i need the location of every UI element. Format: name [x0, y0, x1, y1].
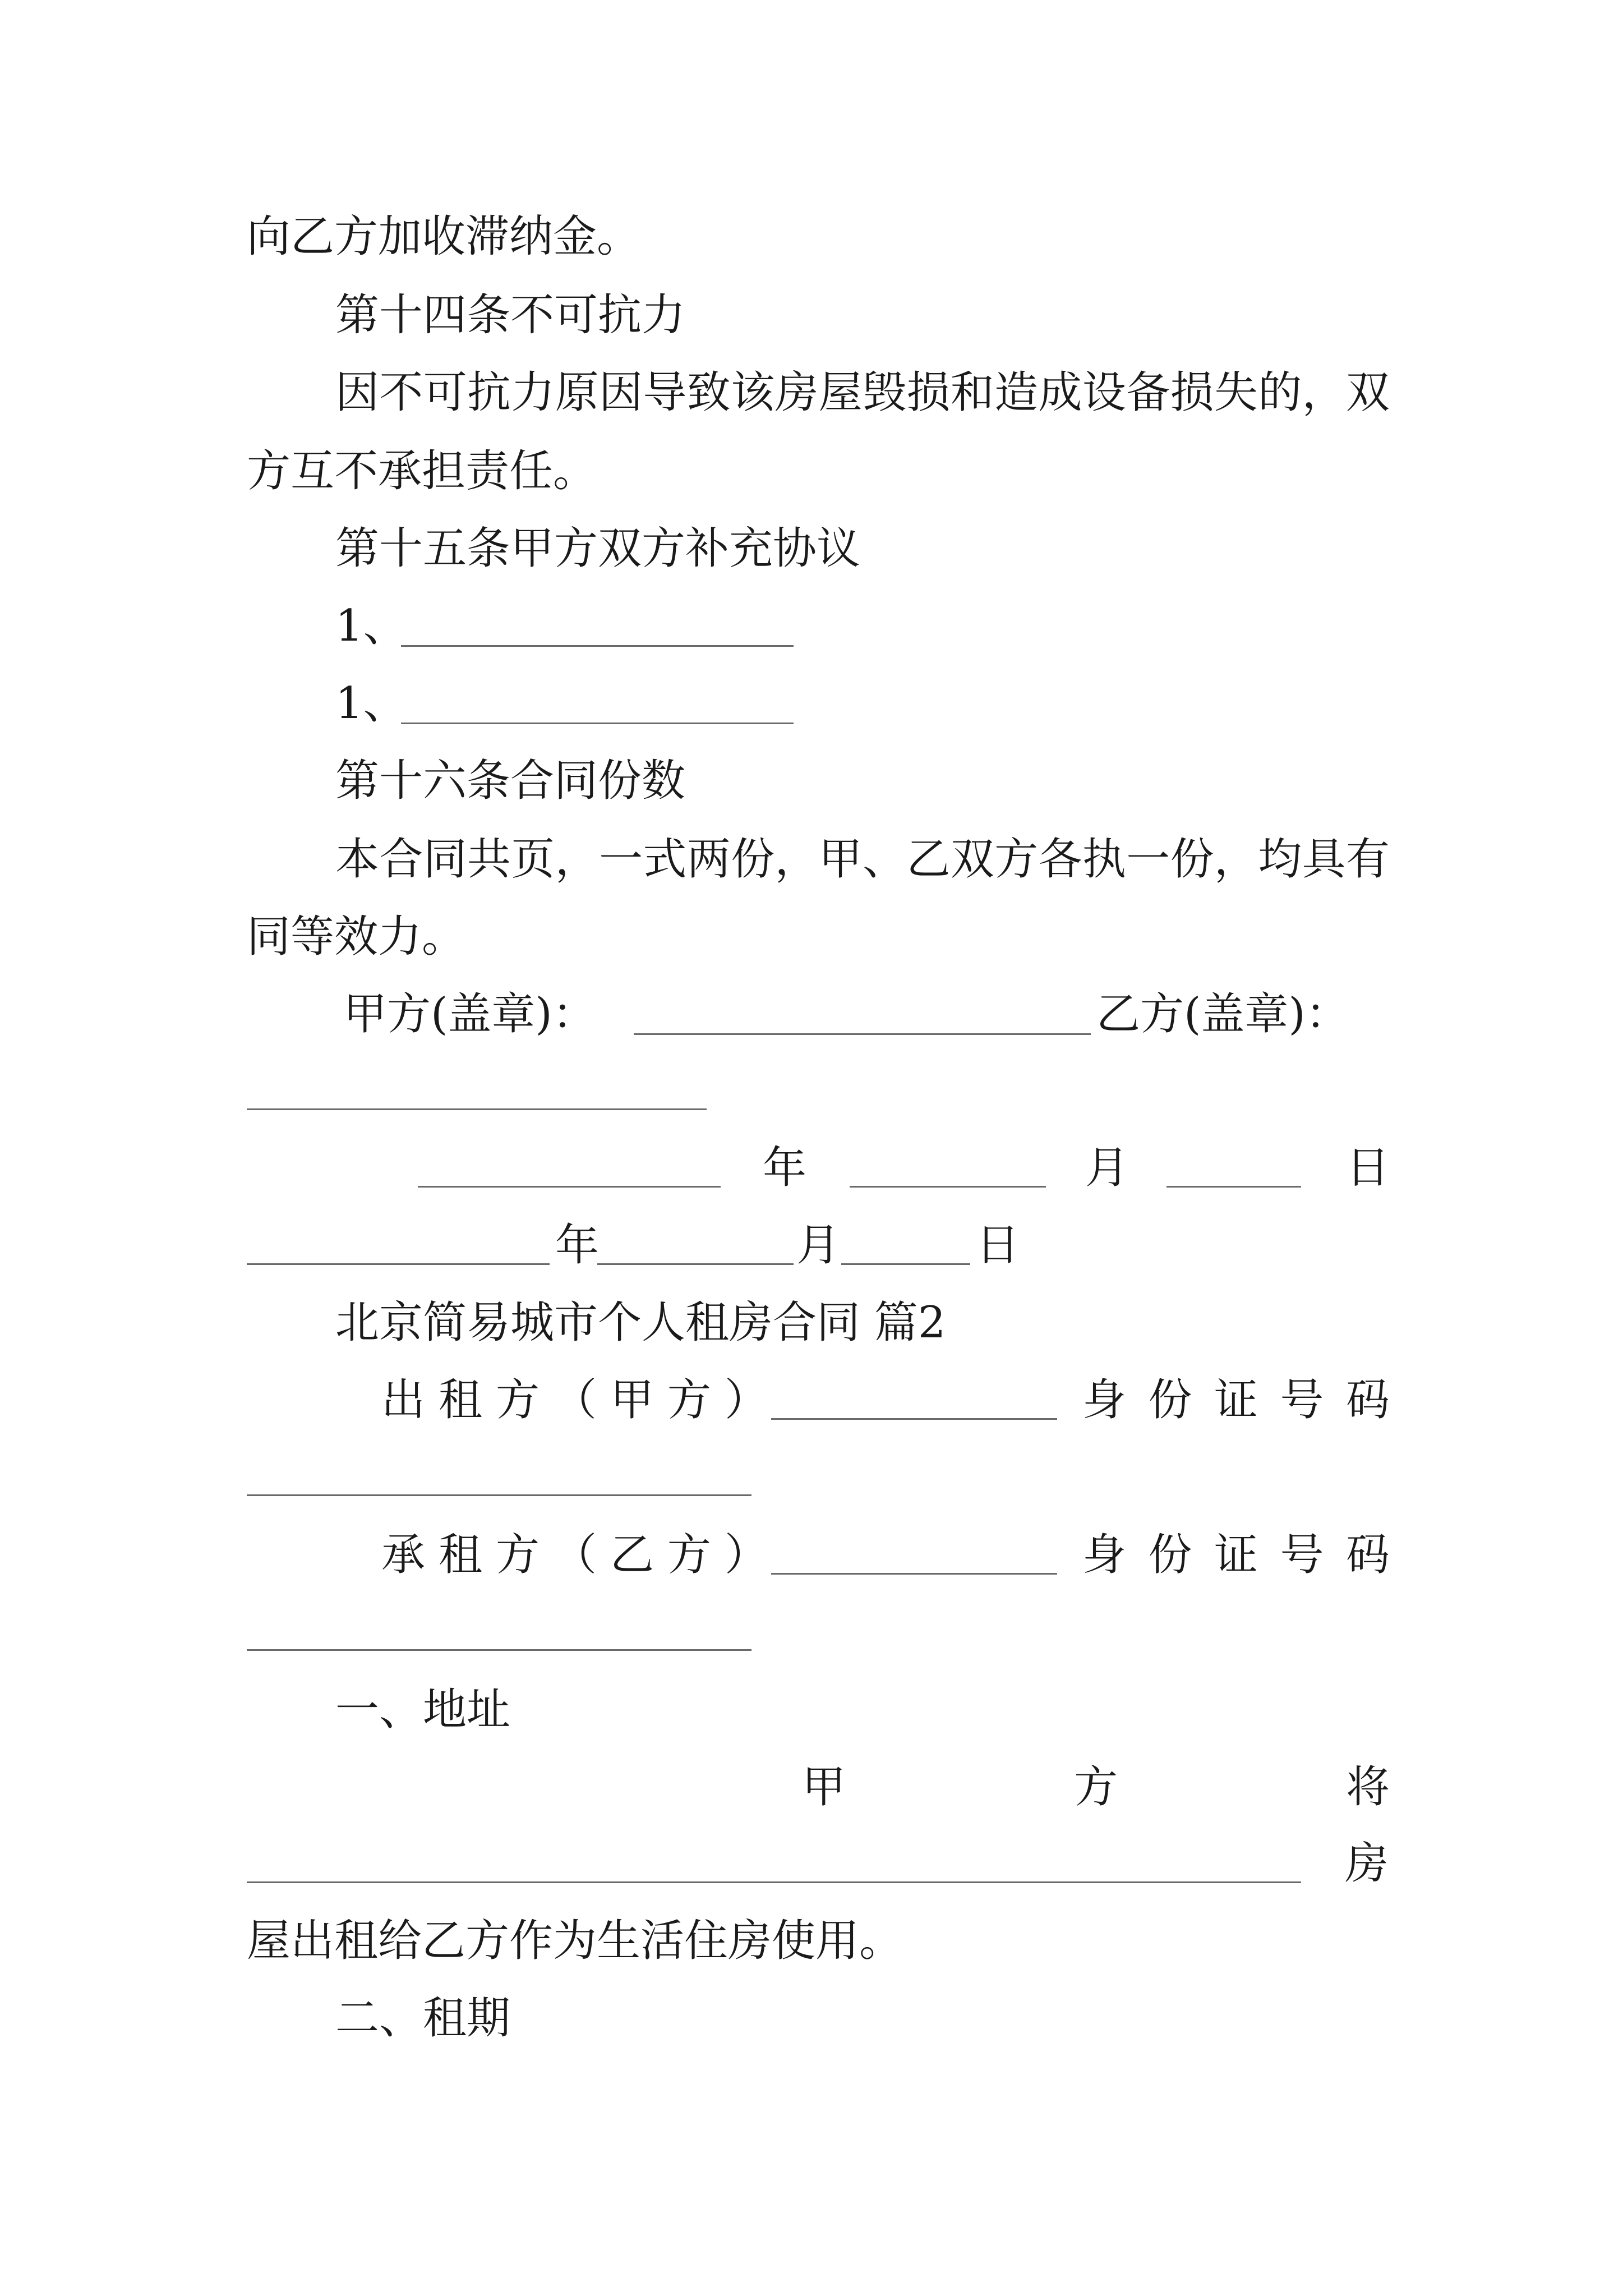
text-glyph: 一: [1126, 834, 1170, 885]
article-heading: 第十四条不可抗力: [335, 290, 686, 341]
text-glyph: 可: [423, 367, 467, 418]
section-heading: 二、租期: [335, 1993, 511, 2044]
date-day-label: 日: [1346, 1143, 1390, 1193]
date-day-label: 日: [976, 1220, 1020, 1271]
text-glyph: 导: [643, 367, 687, 418]
text-glyph: 页: [511, 834, 555, 885]
text-glyph: 房: [774, 367, 819, 418]
text-glyph: 备: [1126, 367, 1170, 418]
text-glyph: 共: [467, 834, 511, 885]
text-glyph: 均: [1258, 834, 1302, 885]
fill-blank-line: [247, 1263, 550, 1265]
date-year-label: 年: [555, 1220, 600, 1271]
text-glyph: 抗: [467, 367, 511, 418]
text-line: [335, 831, 1390, 887]
text-glyph: 双: [950, 834, 994, 885]
fill-blank-line: [634, 1033, 1091, 1035]
text-line: 甲 方 将: [802, 1762, 1390, 1812]
text-glyph: 各: [1038, 834, 1082, 885]
text-glyph: 乙: [906, 834, 951, 885]
fill-blank-line: [771, 1418, 1057, 1420]
text-glyph: 式: [643, 834, 687, 885]
text-glyph: 成: [1038, 367, 1082, 418]
text-glyph: ，: [774, 834, 819, 885]
text-line: 同等效力。: [247, 912, 466, 962]
fill-blank-line: [247, 1881, 1301, 1883]
text-glyph: 甲: [818, 834, 863, 885]
text-glyph: 损: [1170, 367, 1214, 418]
date-month-label: 月: [796, 1220, 841, 1271]
signature-label-party-b: 乙方(盖章)：: [1096, 989, 1349, 1039]
list-item-label: 1、: [335, 601, 407, 651]
text-glyph: 屋: [818, 367, 863, 418]
fill-blank-line: [247, 1649, 751, 1651]
text-glyph: ，: [1214, 834, 1258, 885]
fill-blank-line: [247, 1108, 707, 1110]
text-glyph: 失: [1214, 367, 1258, 418]
text-glyph: 致: [686, 367, 731, 418]
text-glyph: 不: [379, 367, 423, 418]
text-glyph: 方: [994, 834, 1039, 885]
text-line: 屋出租给乙方作为生活住房使用。: [247, 1916, 903, 1966]
text-glyph: 力: [511, 367, 555, 418]
text-glyph: 份: [731, 834, 775, 885]
fill-blank-line: [247, 1494, 751, 1496]
text-glyph: 有: [1345, 834, 1390, 885]
text-glyph: 因: [599, 367, 643, 418]
text-glyph: 因: [335, 367, 380, 418]
section-heading: 一、地址: [335, 1685, 511, 1735]
fill-blank-line: [401, 645, 794, 647]
text-glyph: 毁: [863, 367, 907, 418]
text-glyph: 该: [731, 367, 775, 418]
lessee-label: 承 租 方 （ 乙 方 ）: [381, 1530, 768, 1580]
text-line: 方互不承担责任。: [247, 446, 597, 496]
text-glyph: 同: [423, 834, 467, 885]
signature-label-party-a: 甲方(盖章)：: [343, 989, 596, 1039]
id-number-label: 身 份 证 号 码: [1082, 1530, 1390, 1580]
list-item-label: 1、: [335, 678, 407, 729]
text-line: [335, 365, 1390, 421]
text-glyph: 合: [379, 834, 423, 885]
section-title: 北京简易城市个人租房合同 篇2: [335, 1297, 946, 1348]
fill-blank-line: [841, 1263, 970, 1265]
fill-blank-line: [401, 723, 794, 724]
text-glyph: 一: [599, 834, 643, 885]
fill-blank-line: [1166, 1186, 1301, 1188]
fill-blank-line: [850, 1186, 1046, 1188]
text-glyph: 两: [686, 834, 731, 885]
lessor-label: 出 租 方 （ 甲 方 ）: [381, 1375, 768, 1425]
text-glyph: ，: [555, 834, 599, 885]
text-glyph: 双: [1345, 367, 1390, 418]
text-glyph: 执: [1082, 834, 1126, 885]
id-number-label: 身 份 证 号 码: [1082, 1375, 1390, 1425]
fill-blank-line: [597, 1263, 794, 1265]
text-glyph: 具: [1302, 834, 1346, 885]
text-line: 房: [1345, 1838, 1389, 1889]
date-month-label: 月: [1085, 1143, 1129, 1193]
fill-blank-line: [418, 1186, 721, 1188]
text-glyph: 、: [863, 834, 907, 885]
text-glyph: 和: [950, 367, 994, 418]
article-heading: 第十六条合同份数: [335, 756, 686, 806]
text-glyph: 份: [1170, 834, 1214, 885]
date-year-label: 年: [763, 1143, 807, 1193]
text-glyph: 损: [906, 367, 951, 418]
text-glyph: 原: [555, 367, 599, 418]
text-glyph: 的: [1258, 367, 1302, 418]
fill-blank-line: [771, 1573, 1057, 1575]
text-glyph: 本: [335, 834, 380, 885]
text-line: 向乙方加收滞纳金。: [247, 211, 641, 262]
text-glyph: 设: [1082, 367, 1126, 418]
text-glyph: ，: [1302, 367, 1346, 418]
article-heading: 第十五条甲方双方补充协议: [335, 523, 861, 574]
text-glyph: 造: [994, 367, 1039, 418]
